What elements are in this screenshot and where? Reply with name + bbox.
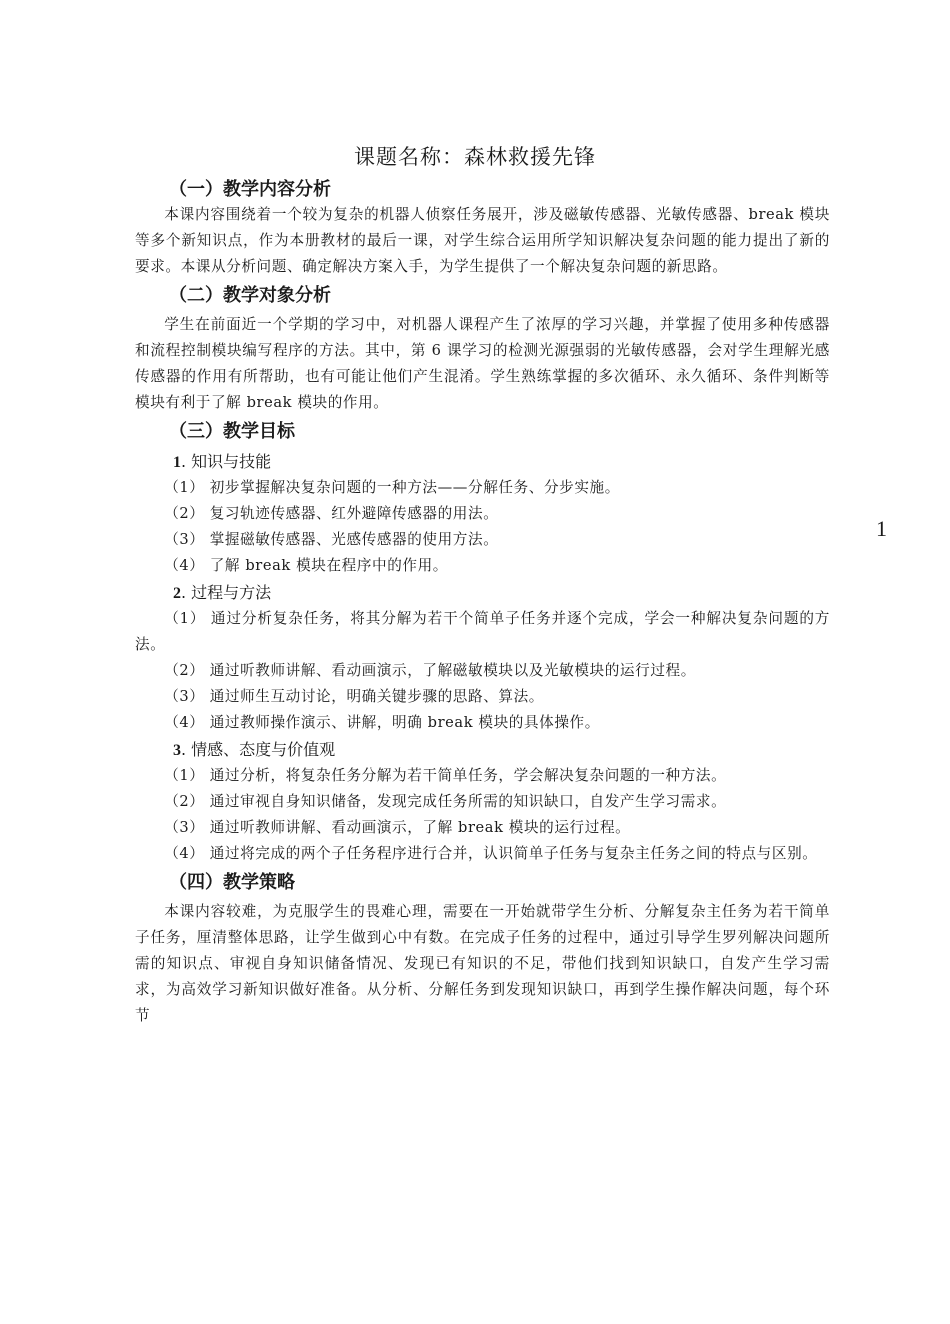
section-content-analysis <box>135 178 830 280</box>
document-body <box>135 178 830 1029</box>
section-teaching-goals <box>135 416 830 867</box>
subsection-heading-knowledge: 1. 知识与技能 <box>173 452 272 471</box>
subsection-heading-process: 2. 过程与方法 <box>173 583 272 602</box>
list-item: （3） 通过师生互动讨论，明确关键步骤的思路、算法。 <box>164 688 544 705</box>
list-item: （4） 通过教师操作演示、讲解，明确 break 模块的具体操作。 <box>164 714 600 731</box>
list-item: （1） 通过分析复杂任务，将其分解为若干个简单子任务并逐个完成，学会一种解决复杂问题的方法。 <box>135 610 830 653</box>
list-item: （1） 通过分析，将复杂任务分解为若干简单任务，学会解决复杂问题的一种方法。 <box>164 767 727 784</box>
list-item: （4） 通过将完成的两个子任务程序进行合并，认识简单子任务与复杂主任务之间的特点与区别。 <box>164 845 818 862</box>
list-item: （3） 掌握磁敏传感器、光感传感器的使用方法。 <box>164 531 499 548</box>
section-student-analysis <box>135 280 830 416</box>
list-item: （4） 了解 break 模块在程序中的作用。 <box>164 557 449 574</box>
section-teaching-strategy <box>135 867 830 1029</box>
list-item: （2） 通过听教师讲解、看动画演示，了解磁敏模块以及光敏模块的运行过程。 <box>164 662 696 679</box>
list-item: （3） 通过听教师讲解、看动画演示，了解 break 模块的运行过程。 <box>164 819 631 836</box>
list-item: （2） 通过审视自身知识储备，发现完成任务所需的知识缺口，自发产生学习需求。 <box>164 793 727 810</box>
subsection-heading-attitude: 3. 情感、态度与价值观 <box>173 740 336 759</box>
list-item: （2） 复习轨迹传感器、红外避障传感器的用法。 <box>164 505 499 522</box>
section-heading: （三）教学目标 <box>169 421 295 442</box>
page-number: 1 <box>876 516 887 541</box>
section-heading: （二）教学对象分析 <box>169 285 331 306</box>
section-heading: （一）教学内容分析 <box>169 179 331 200</box>
list-item: （1） 初步掌握解决复杂问题的一种方法——分解任务、分步实施。 <box>164 479 620 496</box>
section-paragraph: 本课内容较难，为克服学生的畏难心理，需要在一开始就带学生分析、分解复杂主任务为若干简单子任务，厘清整体思路，让学生做到心中有数。在完成子任务的过程中，通过引导学生罗列解决问题所需的知识点、审视自身知识储备情况、发现已有知识的不足，带他们找到知识缺口，自发产生学习需求，为高效学习新知识做好准备。从分析、分解任务到发现知识缺口，再到学生操作解决问题，每个环节 <box>135 903 830 1024</box>
section-heading: （四）教学策略 <box>169 872 295 893</box>
section-paragraph: 本课内容围绕着一个较为复杂的机器人侦察任务展开，涉及磁敏传感器、光敏传感器、break 模块等多个新知识点，作为本册教材的最后一课，对学生综合运用所学知识解决复杂问题的能力提出了新的要求。本课从分析问题、确定解决方案入手，为学生提供了一个解决复杂问题的新思路。 <box>135 206 830 275</box>
page-title: 课题名称：森林救援先锋 <box>354 145 596 169</box>
section-paragraph: 学生在前面近一个学期的学习中，对机器人课程产生了浓厚的学习兴趣，并掌握了使用多种传感器和流程控制模块编写程序的方法。其中，第 6 课学习的检测光源强弱的光敏传感器，会对学生理解光感传感器的作用有所帮助，也有可能让他们产生混淆。学生熟练掌握的多次循环、永久循环、条件判断等模块有利于了解 break 模块的作用。 <box>135 316 830 411</box>
